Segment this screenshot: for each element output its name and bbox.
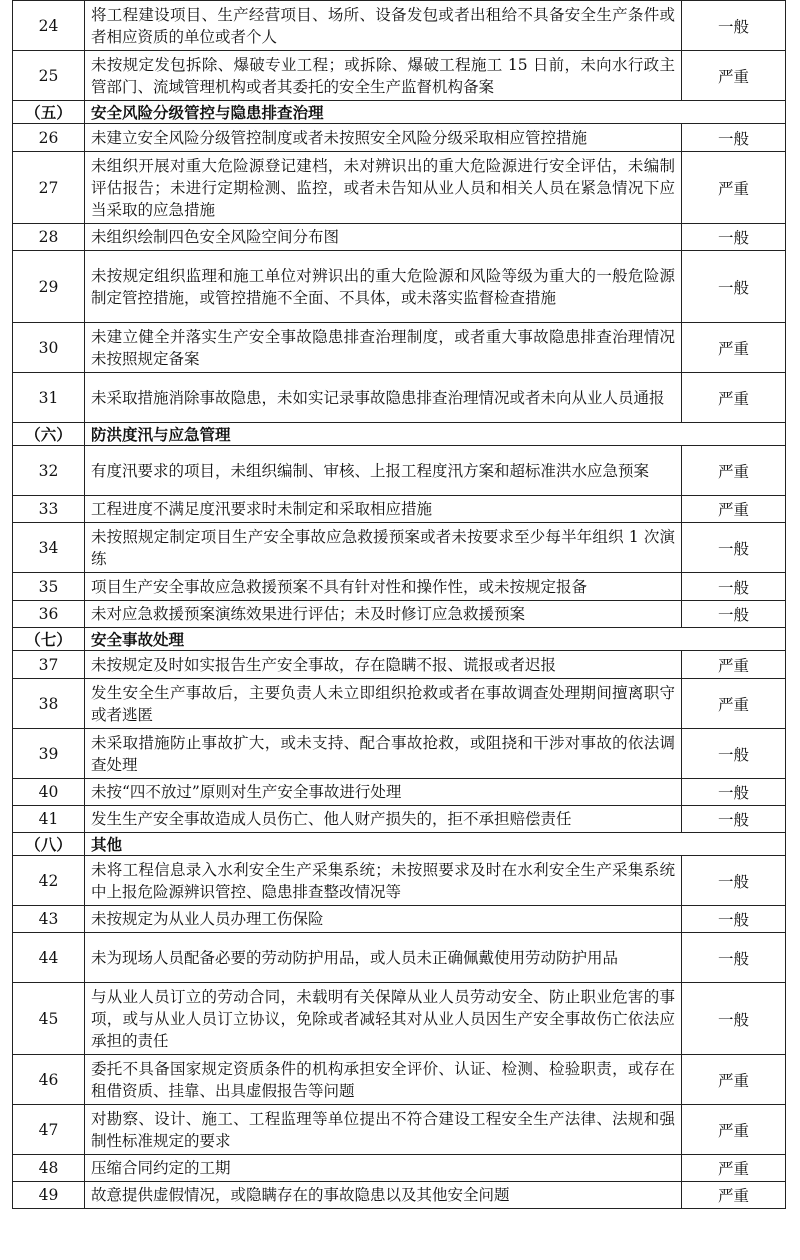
violation-description: 未采取措施消除事故隐患，未如实记录事故隐患排查治理情况或者未向从业人员通报 xyxy=(85,373,682,423)
table-row xyxy=(13,224,786,251)
table-row xyxy=(13,983,786,1055)
severity-level: 严重 xyxy=(682,373,786,423)
severity-level: 严重 xyxy=(682,1155,786,1182)
row-number: 30 xyxy=(13,323,85,373)
table-row xyxy=(13,51,786,101)
severity-level: 一般 xyxy=(682,729,786,779)
severity-level: 一般 xyxy=(682,779,786,806)
row-number: 27 xyxy=(13,152,85,224)
severity-level: 一般 xyxy=(682,251,786,323)
violation-description: 未按“四不放过”原则对生产安全事故进行处理 xyxy=(85,779,682,806)
table-row xyxy=(13,679,786,729)
table-row xyxy=(13,573,786,601)
section-number: （八） xyxy=(13,833,85,856)
severity-level: 严重 xyxy=(682,51,786,101)
section-number: （六） xyxy=(13,423,85,446)
severity-level: 一般 xyxy=(682,523,786,573)
violation-description: 故意提供虚假情况，或隐瞒存在的事故隐患以及其他安全问题 xyxy=(85,1182,682,1209)
violation-description: 有度汛要求的项目，未组织编制、审核、上报工程度汛方案和超标准洪水应急预案 xyxy=(85,446,682,496)
section-title: 其他 xyxy=(85,833,786,856)
severity-level: 一般 xyxy=(682,856,786,906)
violation-description: 发生生产安全事故造成人员伤亡、他人财产损失的，拒不承担赔偿责任 xyxy=(85,806,682,833)
section-number: （五） xyxy=(13,101,85,124)
violation-description: 未采取措施防止事故扩大，或未支持、配合事故抢救，或阻挠和干涉对事故的依法调查处理 xyxy=(85,729,682,779)
violation-description: 未组织开展对重大危险源登记建档，未对辨识出的重大危险源进行安全评估，未编制评估报告；未进行定期检测、监控，或者未告知从业人员和相关人员在紧急情况下应当采取的应急措施 xyxy=(85,152,682,224)
severity-level: 一般 xyxy=(682,573,786,601)
row-number: 38 xyxy=(13,679,85,729)
table-row xyxy=(13,523,786,573)
severity-level: 严重 xyxy=(682,651,786,679)
regulation-table xyxy=(12,0,786,1209)
table-row xyxy=(13,496,786,523)
severity-level: 严重 xyxy=(682,496,786,523)
violation-description: 未按规定组织监理和施工单位对辨识出的重大危险源和风险等级为重大的一般危险源制定管控措施，或管控措施不全面、不具体，或未落实监督检查措施 xyxy=(85,251,682,323)
row-number: 36 xyxy=(13,601,85,628)
violation-description: 未按规定发包拆除、爆破专业工程；或拆除、爆破工程施工 15 日前，未向水行政主管部门、流域管理机构或者其委托的安全生产监督机构备案 xyxy=(85,51,682,101)
table-row xyxy=(13,906,786,933)
row-number: 35 xyxy=(13,573,85,601)
table-row xyxy=(13,779,786,806)
table-row xyxy=(13,373,786,423)
violation-description: 未建立健全并落实生产安全事故隐患排查治理制度，或者重大事故隐患排查治理情况未按照规定备案 xyxy=(85,323,682,373)
section-header-row xyxy=(13,833,786,856)
row-number: 32 xyxy=(13,446,85,496)
violation-description: 未按照规定制定项目生产安全事故应急救援预案或者未按要求至少每半年组织 1 次演练 xyxy=(85,523,682,573)
severity-level: 严重 xyxy=(682,1182,786,1209)
table-row xyxy=(13,124,786,152)
severity-level: 一般 xyxy=(682,124,786,152)
table-row xyxy=(13,1,786,51)
violation-description: 未为现场人员配备必要的劳动防护用品，或人员未正确佩戴使用劳动防护用品 xyxy=(85,933,682,983)
table-row xyxy=(13,152,786,224)
violation-description: 压缩合同约定的工期 xyxy=(85,1155,682,1182)
table-row xyxy=(13,856,786,906)
violation-description: 项目生产安全事故应急救援预案不具有针对性和操作性，或未按规定报备 xyxy=(85,573,682,601)
severity-level: 严重 xyxy=(682,679,786,729)
violation-description: 将工程建设项目、生产经营项目、场所、设备发包或者出租给不具备安全生产条件或者相应资质的单位或者个人 xyxy=(85,1,682,51)
section-title: 安全风险分级管控与隐患排查治理 xyxy=(85,101,786,124)
row-number: 42 xyxy=(13,856,85,906)
section-header-row xyxy=(13,101,786,124)
row-number: 49 xyxy=(13,1182,85,1209)
violation-description: 未对应急救援预案演练效果进行评估；未及时修订应急救援预案 xyxy=(85,601,682,628)
regulation-table-body xyxy=(13,1,786,1209)
severity-level: 一般 xyxy=(682,224,786,251)
row-number: 40 xyxy=(13,779,85,806)
row-number: 45 xyxy=(13,983,85,1055)
severity-level: 严重 xyxy=(682,152,786,224)
violation-description: 发生安全生产事故后，主要负责人未立即组织抢救或者在事故调查处理期间擅离职守或者逃匿 xyxy=(85,679,682,729)
row-number: 43 xyxy=(13,906,85,933)
row-number: 25 xyxy=(13,51,85,101)
table-row xyxy=(13,933,786,983)
table-row xyxy=(13,806,786,833)
table-row xyxy=(13,323,786,373)
severity-level: 一般 xyxy=(682,933,786,983)
row-number: 39 xyxy=(13,729,85,779)
table-row xyxy=(13,1182,786,1209)
severity-level: 一般 xyxy=(682,1,786,51)
row-number: 31 xyxy=(13,373,85,423)
table-row xyxy=(13,729,786,779)
violation-description: 对勘察、设计、施工、工程监理等单位提出不符合建设工程安全生产法律、法规和强制性标准规定的要求 xyxy=(85,1105,682,1155)
row-number: 26 xyxy=(13,124,85,152)
row-number: 41 xyxy=(13,806,85,833)
section-header-row xyxy=(13,423,786,446)
violation-description: 与从业人员订立的劳动合同，未载明有关保障从业人员劳动安全、防止职业危害的事项，或与从业人员订立协议，免除或者减轻其对从业人员因生产安全事故伤亡依法应承担的责任 xyxy=(85,983,682,1055)
severity-level: 一般 xyxy=(682,983,786,1055)
table-row xyxy=(13,651,786,679)
violation-description: 未按规定及时如实报告生产安全事故，存在隐瞒不报、谎报或者迟报 xyxy=(85,651,682,679)
severity-level: 一般 xyxy=(682,601,786,628)
violation-description: 未组织绘制四色安全风险空间分布图 xyxy=(85,224,682,251)
severity-level: 严重 xyxy=(682,1055,786,1105)
row-number: 47 xyxy=(13,1105,85,1155)
violation-description: 未建立安全风险分级管控制度或者未按照安全风险分级采取相应管控措施 xyxy=(85,124,682,152)
violation-description: 未按规定为从业人员办理工伤保险 xyxy=(85,906,682,933)
severity-level: 严重 xyxy=(682,446,786,496)
table-row xyxy=(13,446,786,496)
table-row xyxy=(13,1055,786,1105)
severity-level: 严重 xyxy=(682,323,786,373)
severity-level: 一般 xyxy=(682,806,786,833)
section-title: 安全事故处理 xyxy=(85,628,786,651)
table-row xyxy=(13,251,786,323)
row-number: 46 xyxy=(13,1055,85,1105)
row-number: 28 xyxy=(13,224,85,251)
table-row xyxy=(13,1155,786,1182)
section-title: 防洪度汛与应急管理 xyxy=(85,423,786,446)
row-number: 24 xyxy=(13,1,85,51)
violation-description: 工程进度不满足度汛要求时未制定和采取相应措施 xyxy=(85,496,682,523)
row-number: 34 xyxy=(13,523,85,573)
violation-description: 委托不具备国家规定资质条件的机构承担安全评价、认证、检测、检验职责，或存在租借资质、挂靠、出具虚假报告等问题 xyxy=(85,1055,682,1105)
section-header-row xyxy=(13,628,786,651)
violation-description: 未将工程信息录入水利安全生产采集系统；未按照要求及时在水利安全生产采集系统中上报危险源辨识管控、隐患排查整改情况等 xyxy=(85,856,682,906)
row-number: 33 xyxy=(13,496,85,523)
section-number: （七） xyxy=(13,628,85,651)
table-row xyxy=(13,1105,786,1155)
row-number: 44 xyxy=(13,933,85,983)
table-row xyxy=(13,601,786,628)
severity-level: 一般 xyxy=(682,906,786,933)
row-number: 48 xyxy=(13,1155,85,1182)
row-number: 29 xyxy=(13,251,85,323)
severity-level: 严重 xyxy=(682,1105,786,1155)
row-number: 37 xyxy=(13,651,85,679)
